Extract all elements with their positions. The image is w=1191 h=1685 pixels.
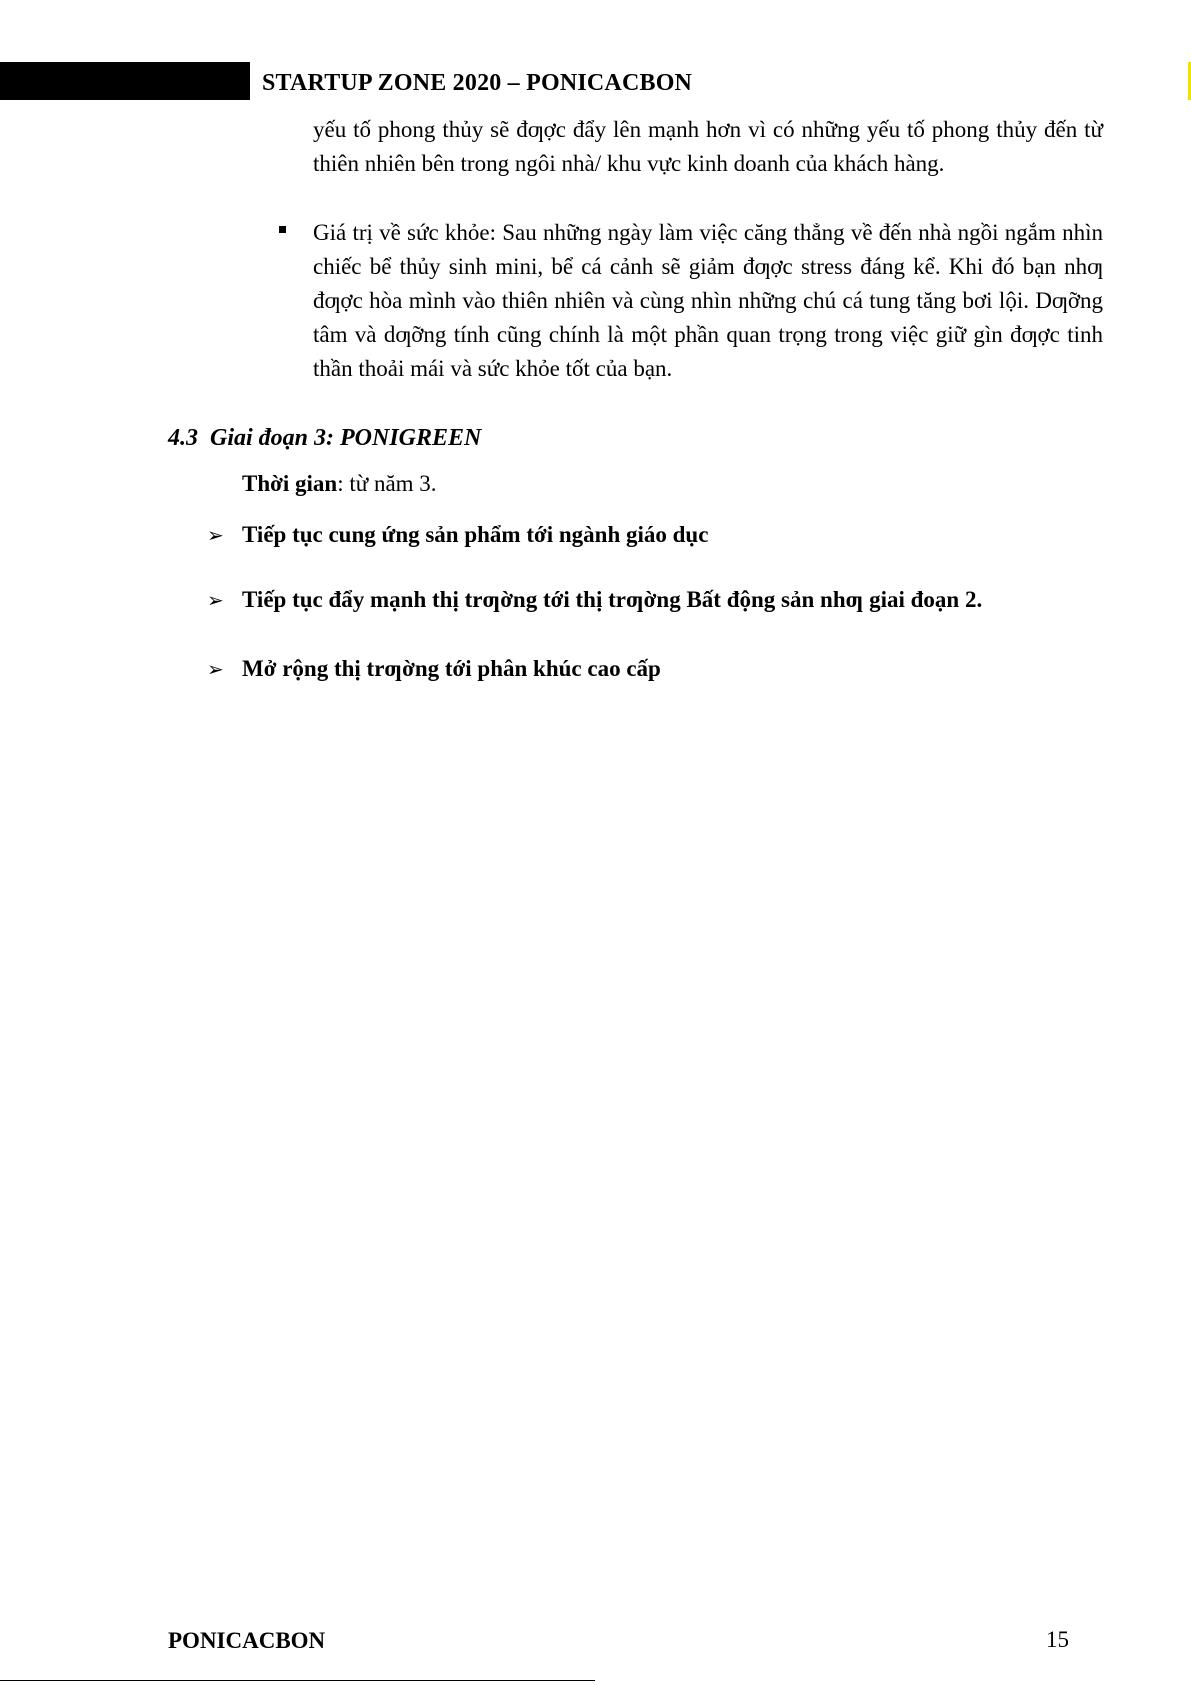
time-line: [242, 471, 437, 497]
arrow-list-item: [207, 522, 708, 548]
section-heading: [168, 425, 481, 452]
header-bar: [0, 62, 250, 100]
arrow-list-item: [207, 656, 661, 682]
continued-paragraph: yếu tố phong thủy sẽ đƣợc đẩy lên mạnh hơn vì có những yếu tố phong thủy đến từ thiên nhiên bên trong ngôi nhà/ khu vực kinh doanh của khách hàng.: [313, 117, 1103, 176]
time-label: Thời gian: [242, 471, 338, 496]
arrow-bullet-icon: ➢: [207, 525, 224, 547]
square-bullet-icon: [279, 226, 286, 233]
footer-name: PONICACBON: [168, 1628, 326, 1653]
arrow-item-text: Mở rộng thị trƣờng tới phân khúc cao cấp: [242, 656, 661, 681]
health-bullet-text: Giá trị về sức khỏe: Sau những ngày làm việc căng thẳng về đến nhà ngồi ngắm nhìn chiếc bể thủy sinh mini, bể cá cảnh sẽ giảm đƣợc stress đáng kể. Khi đó bạn nhƣ đƣợc hòa mình vào thiên nhiên và cùng nhìn những chú cá tung tăng bơi lội. Dƣỡng tâm và dƣỡng tính cũng chính là một phần quan trọng trong việc giữ gìn đƣợc tinh thần thoải mái và sức khỏe tốt của bạn.: [313, 220, 1103, 381]
footer-divider: [0, 1680, 595, 1681]
section-title: Giai đoạn 3: PONIGREEN: [210, 425, 482, 451]
section-number: 4.3: [168, 425, 198, 451]
arrow-list-item: [207, 587, 982, 613]
arrow-bullet-icon: ➢: [207, 659, 224, 681]
header-title: STARTUP ZONE 2020 – PONICACBON: [262, 70, 693, 96]
time-value: : từ năm 3.: [337, 471, 437, 496]
arrow-bullet-icon: ➢: [207, 590, 224, 612]
arrow-item-text: Tiếp tục cung ứng sản phẩm tới ngành giáo dục: [242, 522, 709, 547]
arrow-item-text: Tiếp tục đẩy mạnh thị trƣờng tới thị trƣờng Bất động sản nhƣ giai đoạn 2.: [242, 587, 983, 612]
page-number: 15: [1046, 1627, 1069, 1652]
